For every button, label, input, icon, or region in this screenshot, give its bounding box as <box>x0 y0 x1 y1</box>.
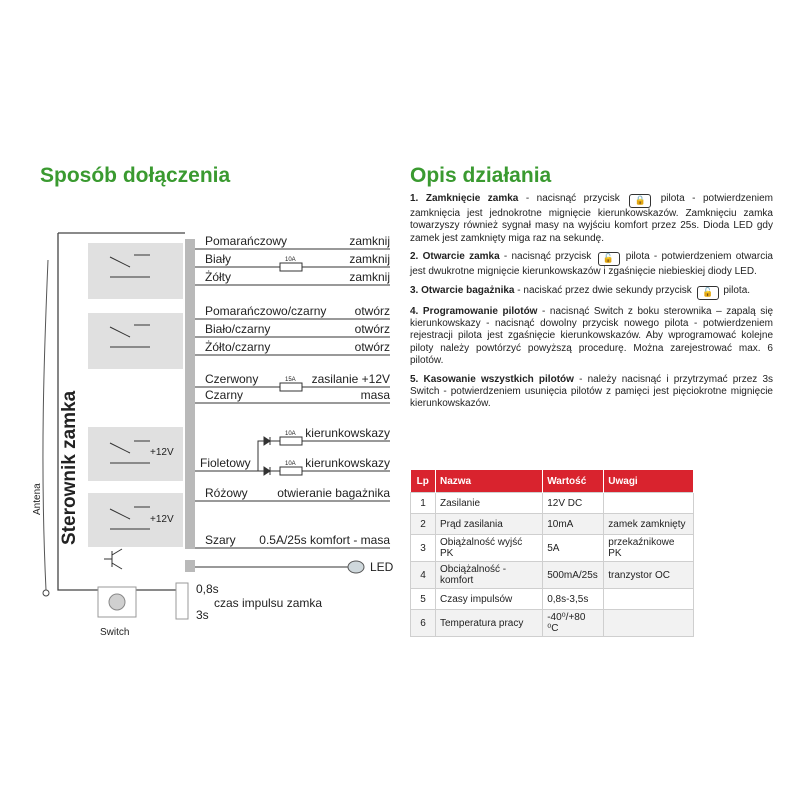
fuse-icon <box>280 437 302 445</box>
table-row: 6 Temperatura pracy -40⁰/+80 ⁰C <box>411 610 694 637</box>
step-delete: 5. Kasowanie wszystkich pilotów - należy nacisnąć i przytrzymać przez 3s Switch - potwierdzeniem usunięcia pilotów z pamięci jest pięciokrotne mignięcie kierunkowskazów. <box>410 373 774 410</box>
connector-bus <box>185 239 195 549</box>
antenna-label: Antena <box>32 483 43 515</box>
pulse-desc-label: czas impulsu zamka <box>214 596 323 610</box>
wire-name: Żółty <box>205 270 232 284</box>
plus12v-label-1: +12V <box>150 447 174 458</box>
fuse-label-violet-1: 10A <box>285 431 296 437</box>
fuse-label-red: 15A <box>285 377 296 383</box>
diode-icon <box>264 467 270 475</box>
pulse-jumper-icon <box>176 583 188 619</box>
fuse-icon <box>280 467 302 475</box>
lock-open-icon: 🔓 <box>598 252 620 266</box>
wire-function: 0.5A/25s komfort - masa <box>259 533 390 547</box>
wire-function: zamknij <box>349 252 390 266</box>
wire-name: Fioletowy <box>200 456 251 470</box>
wire-name: Pomarańczowo/czarny <box>205 304 327 318</box>
wiring-diagram <box>0 215 400 655</box>
plus12v-label-2: +12V <box>150 514 174 525</box>
wire-name: Biały <box>205 252 232 266</box>
col-notes: Uwagi <box>604 470 694 493</box>
fuse-icon <box>280 263 302 271</box>
relay-block-open <box>88 313 183 369</box>
wire-function: zamknij <box>349 234 390 248</box>
transistor-icon <box>104 549 122 569</box>
wire-function: otwieranie bagażnika <box>277 486 390 500</box>
lock-closed-icon: 🔒 <box>629 194 651 208</box>
table-row: 4 Obciążalność - komfort 500mA/25s tranzystor OC <box>411 562 694 589</box>
wire-name: Biało/czarny <box>205 322 271 336</box>
fuse-icon <box>280 383 302 391</box>
wire-name: Pomarańczowy <box>205 234 288 248</box>
step-close: 1. Zamknięcie zamka - nacisnąć przycisk 🔒 pilota - potwierdzeniem zamknięcia jest jednokrotne mignięcie kierunkowskazów. Zamknięciu zamka towarzyszy również sygnał masy na wyjściu komfort przez 25s. Dioda LED gdy zamek jest zamknięty miga raz na sekundę. <box>410 193 773 244</box>
lock-open-icon: 🔓 <box>697 286 719 300</box>
wire-function: kierunkowskazy <box>305 426 390 440</box>
antenna-connector-icon <box>43 590 49 596</box>
wire-function: zamknij <box>349 270 390 284</box>
step-open: 2. Otwarcie zamka - nacisnąć przycisk 🔓 pilota - potwierdzeniem otwarcia jest dwukrotne mignięcie kierunkowskazów i zgaśnięcie niebieskiej diody LED. <box>410 251 773 278</box>
wire-name: Różowy <box>205 486 248 500</box>
module-label: Sterownik zamka <box>59 390 80 545</box>
wire-name: Żółto/czarny <box>205 340 271 354</box>
wire-function: masa <box>360 388 390 402</box>
relay-block-close <box>88 243 183 299</box>
wire-name: Czerwony <box>205 372 259 386</box>
step-trunk: 3. Otwarcie bagażnika - naciskać przez dwie sekundy przycisk 🔓 pilota. <box>410 285 773 300</box>
diode-icon <box>264 437 270 445</box>
pulse-3-label: 3s <box>196 608 209 622</box>
wire-function: kierunkowskazy <box>305 456 390 470</box>
table-header-row <box>411 470 694 493</box>
led-icon <box>348 561 364 573</box>
operation-description <box>410 193 773 417</box>
wire-name: Czarny <box>205 388 244 402</box>
connection-heading: Sposób dołączenia <box>40 164 231 187</box>
wire-function: otwórz <box>354 322 390 336</box>
wire-function: otwórz <box>354 304 390 318</box>
table-row: 3 Obiążalność wyjść PK 5A przekaźnikowe PK <box>411 535 694 562</box>
col-lp: Lp <box>411 470 436 493</box>
wire-function: zasilanie +12V <box>311 372 390 386</box>
step-programming: 4. Programowanie pilotów - nacisnąć Switch z boku sterownika – zapalą się kierunkowskazy - nacisnąć dowolny przycisk nowego pilota - potwierdzeniem rejestracji pilota jest zgaśnięcie kierunkowskazów. Aby wprogramować kolejne piloty należy powtórzyć powyższą procedurę. Można zarejestrować max. 6 pilotów. <box>410 305 773 367</box>
wire-function: otwórz <box>354 340 390 354</box>
table-row: 2 Prąd zasilania 10mA zamek zamknięty <box>411 514 694 535</box>
led-label: LED <box>370 560 394 574</box>
fuse-label-violet-2: 10A <box>285 461 296 467</box>
switch-label: Switch <box>100 627 130 638</box>
col-name: Nazwa <box>436 470 543 493</box>
fuse-label-white: 10A <box>285 257 296 263</box>
table-row: 1 Zasilanie 12V DC <box>411 493 694 514</box>
table-row: 5 Czasy impulsów 0,8s-3,5s <box>411 589 694 610</box>
switch-knob-icon <box>109 594 125 610</box>
description-heading: Opis działania <box>410 164 552 187</box>
spec-table <box>410 470 694 637</box>
wire-name: Szary <box>205 533 236 547</box>
pulse-08-label: 0,8s <box>196 582 219 596</box>
col-value: Wartość <box>543 470 604 493</box>
